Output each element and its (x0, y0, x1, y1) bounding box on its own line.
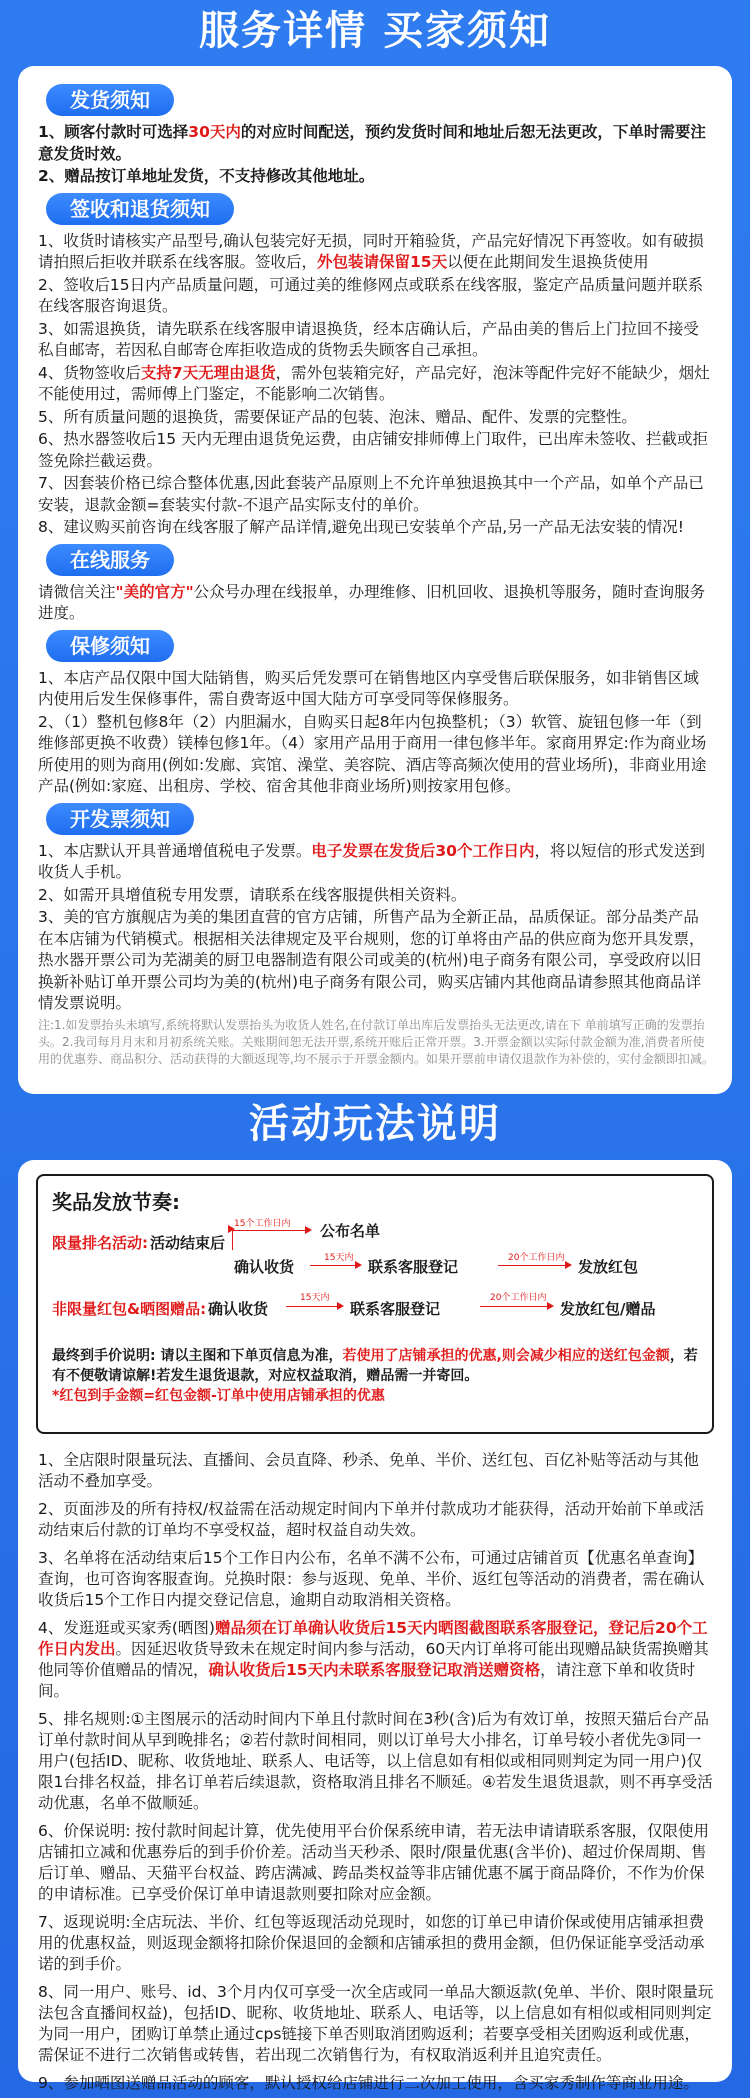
unlimited-pay: 发放红包/赠品 (560, 1300, 656, 1318)
invoice-note: 注:1.如发票抬头未填写,系统将默认发票抬头为收货人姓名,在付款订单出库后发票抬头无法更改,请在下 单前填写正确的发票抬头。2.我司每月月末和月初系统关账。关账期间恕无法开票,系统开账后正常开票。3.开票金额以实际付款金额为准,消费者所使用的优惠券、商品积分、活动获得的大额返现等,均不展示于开票金额内。如果开票前申请仅退款作为补偿的，实付金额即扣减。 (38, 1017, 714, 1066)
invoice-p2: 2、如需开具增值税专用发票，请联系在线客服提供相关资料。 (38, 885, 467, 904)
receipt-p1: 1、收货时请核实产品型号,确认包装完好无损，同时开箱验货，产品完好情况下再签收。如有破损请拍照后拒收并联系在线客服。签收后，外包装请保留15天以便在此期间发生退换货使用 (38, 231, 704, 271)
unlimited-label: 非限量红包&晒图赠品: (52, 1300, 207, 1318)
redpacket-formula: *红包到手金额=红包金额-订单中使用店铺承担的优惠 (52, 1388, 385, 1404)
rhythm-title: 奖品发放节奏: (52, 1190, 180, 1214)
unlimited-arrow-label-1: 15天内 (300, 1293, 330, 1303)
prize-rhythm-box (36, 1174, 714, 1434)
rhythm-notes (52, 1346, 698, 1406)
rule-7: 7、返现说明:全店玩法、半价、红包等返现活动兑现时，如您的订单已申请价保或使用店铺承担费用的优惠权益，则返现金额将扣除价保退回的金额和店铺承担的费用金额，但仍保证能享受活动承诺的到手价。 (38, 1913, 705, 1973)
rule-2: 2、页面涉及的所有持权/权益需在活动规定时间内下单并付款成功才能获得，活动开始前下单或活动结束后付款的订单均不享受权益，超时权益自动失效。 (38, 1500, 705, 1539)
rank-arrow-label-1: 15个工作日内 (234, 1219, 291, 1229)
invoice-p3: 3、美的官方旗舰店为美的集团直营的官方店铺，所售产品为全新正品，品质保证。部分品类产品在本店铺为代销模式。根据相关法律规定及平台规则，您的订单将由产品的供应商为您开具发票，热水器开票公司为芜湖美的厨卫电器制造有限公司或美的(杭州)电子商务有限公司，享受政府以旧换新补贴订单开票公司均为美的(杭州)电子商务有限公司，购买店铺内其他商品请参照其他商品详情发票说明。 (38, 908, 705, 1012)
rank-confirm: 确认收货 (234, 1258, 295, 1276)
online-pill: 在线服务 (46, 544, 174, 576)
rank-arrow-2 (310, 1265, 360, 1266)
warranty-p1: 1、本店产品仅限中国大陆销售，购买后凭发票可在销售地区内享受售后联保服务，如非销售区域内使用后发生保修事件，需自费寄返中国大陆方可享受同等保修服务。 (38, 668, 699, 708)
rule-9: 9、参加晒图送赠品活动的顾客，默认授权给店铺进行二次加工使用，含买家秀制作等商业用途。 (38, 2074, 699, 2092)
rule-8: 8、同一用户、账号、id、3个月内仅可享受一次全店或同一单品大额返款(免单、半价、限时限量玩法包含直播间权益)，包括ID、昵称、收货地址、联系人、电话等，以上信息如有相似或相同则判定为同一用户，团购订单禁止通过cps链接下单否则取消团购返利；若要享受相关团购返利或优惠，需保证不进行二次销售或转售，若出现二次销售行为，有权取消返利并且追究责任。 (38, 1983, 714, 2064)
rank-arrow-label-3: 20个工作日内 (508, 1253, 565, 1263)
unlimited-arrow-1 (286, 1306, 342, 1307)
rank-connector (232, 1230, 233, 1250)
rank-arrow-1 (232, 1230, 310, 1231)
receipt-p4: 4、货物签收后支持7天无理由退货，需外包装箱完好，产品完好，泡沫等配件完好不能缺少，烟灶不能使用过，需师傅上门鉴定，不能影响二次销售。 (38, 363, 710, 403)
service-card (18, 66, 732, 1094)
invoice-p1: 1、本店默认开具普通增值税电子发票。电子发票在发货后30个工作日内，将以短信的形式发送到收货人手机。 (38, 841, 705, 881)
receipt-p5: 5、所有质量问题的退换货，需要保证产品的包装、泡沫、赠品、配件、发票的完整性。 (38, 407, 637, 426)
rank-start: 活动结束后 (150, 1234, 226, 1252)
warranty-pill: 保修须知 (46, 630, 174, 662)
shipping-p2: 2、赠品按订单地址发货，不支持修改其他地址。 (38, 167, 375, 185)
rule-3: 3、名单将在活动结束后15个工作日内公布，名单不满不公布，可通过店铺首页【优惠名单查询】查询，也可咨询客服查询。兑换时限：参与返现、免单、半价、返红包等活动的消费者，需在确认收货后15个工作日内提交登记信息，逾期自动取消相关资格。 (38, 1549, 705, 1609)
receipt-pill: 签收和退货须知 (46, 193, 234, 225)
activity-title: 活动玩法说明 (249, 1101, 501, 1147)
shipping-p1: 1、顾客付款时可选择30天内的对应时间配送，预约发货时间和地址后恕无法更改，下单时需要注意发货时效。 (38, 123, 706, 163)
receipt-p6: 6、热水器签收后15 天内无理由退货免运费，由店铺安排师傅上门取件，已出库未签收、拦截或拒签免除拦截运费。 (38, 430, 709, 470)
unlimited-arrow-label-2: 20个工作日内 (490, 1293, 547, 1303)
rule-1: 1、全店限时限量玩法、直播间、会员直降、秒杀、免单、半价、送红包、百亿补贴等活动与其他活动不叠加享受。 (38, 1451, 699, 1490)
online-p: 请微信关注"美的官方"公众号办理在线报单，办理维修、旧机回收、退换机等服务，随时查询服务进度。 (38, 582, 706, 622)
receipt-p2: 2、签收后15日内产品质量问题，可通过美的维修网点或联系在线客服，鉴定产品质量问题并联系在线客服咨询退货。 (38, 275, 704, 315)
rank-pay: 发放红包 (578, 1258, 639, 1276)
rank-label: 限量排名活动: (52, 1234, 148, 1252)
service-title: 服务详情 买家须知 (199, 8, 551, 54)
price-note: 最终到手价说明: 请以主图和下单页信息为准，若使用了店铺承担的优惠,则会减少相应的送红包金额，若有不便敬请谅解!若发生退货退款，对应权益取消，赠品需一并寄回。 (52, 1348, 698, 1384)
rank-arrow-3 (498, 1265, 570, 1266)
receipt-p7: 7、因套装价格已综合整体优惠,因此套装产品原则上不允许单独退换其中一个产品，如单个产品已安装，退款金额=套装实付款-不退产品实际支付的单价。 (38, 474, 704, 514)
rank-arrow-label-2: 15天内 (324, 1253, 354, 1263)
unlimited-arrow-2 (480, 1306, 552, 1307)
rule-6: 6、价保说明: 按付款时间起计算，优先使用平台价保系统申请，若无法申请请联系客服，仅限使用店铺扣立减和优惠券后的到手价价差。活动当天秒杀、限时/限量优惠(含半价)、超过价保周期、售后订单、赠品、天猫平台权益、跨店满减、跨品类权益等非店铺优惠不属于商品降价，不作为价保的申请标准。已享受价保订单申请退款则要扣除对应金额。 (38, 1822, 710, 1903)
rank-register: 联系客服登记 (368, 1258, 459, 1276)
shipping-pill: 发货须知 (46, 84, 174, 116)
receipt-p3: 3、如需退换货，请先联系在线客服申请退换货，经本店确认后，产品由美的售后上门拉回不接受私自邮寄，若因私自邮寄仓库拒收造成的货物丢失顾客自己承担。 (38, 319, 699, 359)
warranty-p2: 2、（1）整机包修8年（2）内胆漏水，自购买日起8年内包换整机；（3）软管、旋钮包修一年（到维修部更换不收费）镁棒包修1年。（4）家用产品用于商用一律包修半年。家商用界定:作为商业场所使用的则为商用(例如:发廊、宾馆、澡堂、美容院、酒店等高频次使用的营业场所)，非商业用途产品(例如:家庭、出租房、学校、宿舍其他非商业场所)则按家用包修。 (38, 712, 707, 795)
unlimited-register: 联系客服登记 (350, 1300, 441, 1318)
rank-publish: 公布名单 (320, 1222, 381, 1240)
unlimited-confirm: 确认收货 (208, 1300, 269, 1318)
rule-4: 4、发逛逛或买家秀(晒图)赠品须在订单确认收货后15天内晒图截图联系客服登记，登记后20个工作日内发出。因延迟收货导致未在规定时间内参与活动，60天内订单将可能出现赠品缺货需换赠其他同等价值赠品的情况，确认收货后15天内未联系客服登记取消送赠资格，请注意下单和收货时间。 (38, 1619, 709, 1700)
invoice-pill: 开发票须知 (46, 803, 194, 835)
rule-5: 5、排名规则:①主图展示的活动时间内下单且付款时间在3秒(含)后为有效订单，按照天猫后台产品订单付款时间从早到晚排名；②若付款时间相同，则以订单号大小排名，订单号较小者优先③同一用户(包括ID、昵称、收货地址、联系人、电话等，以上信息如有相似或相同则判定为同一用户)仅限1台排名权益，排名订单若后续退款，资格取消且排名不顺延。④若发生退货退款，则不再享受活动优惠，名单不做顺延。 (38, 1710, 713, 1812)
receipt-p8: 8、建议购买前咨询在线客服了解产品详情,避免出现已安装单个产品,另一产品无法安装的情况! (38, 518, 684, 536)
activity-card (18, 1160, 732, 2092)
